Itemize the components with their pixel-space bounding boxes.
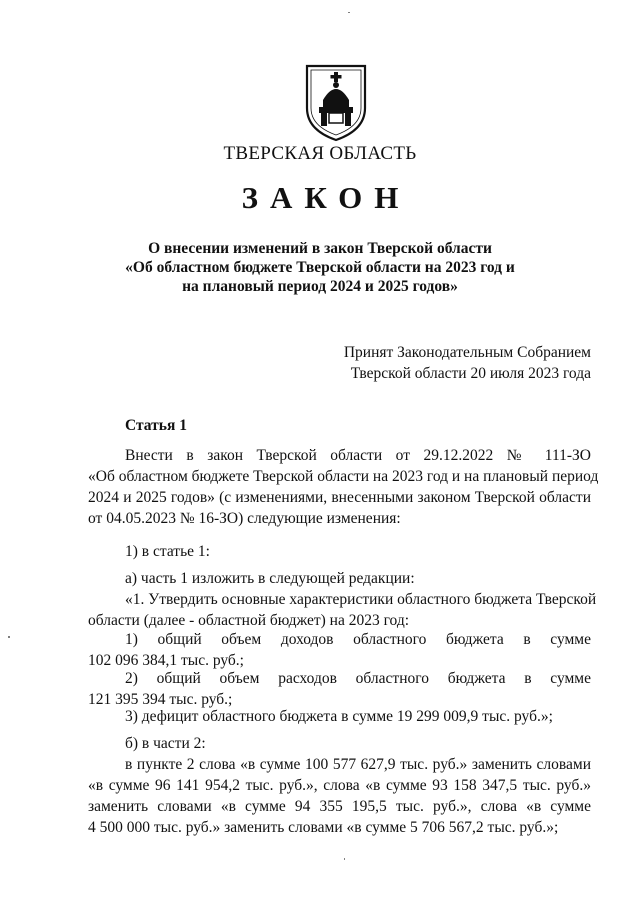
document-type: ЗАКОН [241,180,411,215]
region-name: ТВЕРСКАЯ ОБЛАСТЬ [223,143,417,164]
law-title [0,239,640,296]
scan-speck [344,858,345,860]
adoption-line: Принят Законодательным Собранием [343,344,591,361]
text-line: «в сумме 96 141 954,2 тыс. руб.», слова «в сумме 93 158 347,5 тыс. руб.» [88,777,591,794]
text-line: Внести в закон Тверской области от 29.12.2022 № 111-ЗО [125,447,591,464]
item-b-paragraph [88,754,591,838]
intro-paragraph [88,445,599,529]
quoted-part [88,589,597,631]
text-line: 102 096 384,1 тыс. руб.; [88,652,244,669]
text-line: заменить словами «в сумме 94 355 195,5 тыс. руб.», слова «в сумме [88,798,591,815]
item-b: б) в части 2: [125,735,206,752]
text-line: области (далее - областной бюджет) на 2023 год: [88,612,410,629]
text-line: в пункте 2 слова «в сумме 100 577 627,9 тыс. руб.» заменить словами [125,756,591,773]
text-line: 121 395 394 тыс. руб.; [88,691,233,708]
text-line: 2) общий объем расходов областного бюджета в сумме [125,670,591,687]
title-line: на плановый период 2024 и 2025 годов» [182,278,458,295]
text-line: 1) общий объем доходов областного бюджета в сумме [125,631,591,648]
title-line: О внесении изменений в закон Тверской области [148,240,492,257]
text-line: «1. Утвердить основные характеристики областного бюджета Тверской [125,591,597,608]
scan-speck [8,636,10,638]
adoption-note [344,342,591,384]
subitem-2 [88,668,591,710]
item-a: а) часть 1 изложить в следующей редакции: [125,570,415,587]
text-line: «Об областном бюджете Тверской области на 2023 год и на плановый период [88,468,599,485]
text-line: от 04.05.2023 № 16-ЗО) следующие изменения: [88,510,401,527]
adoption-line: Тверской области 20 июля 2023 года [350,365,591,382]
text-line: 2024 и 2025 годов» (с изменениями, внесенными законом Тверской области [88,489,591,506]
title-line: «Об областном бюджете Тверской области на 2023 год и [125,259,515,276]
item-1: 1) в статье 1: [125,543,210,560]
coat-of-arms-icon [301,58,371,142]
text-line: 4 500 000 тыс. руб.» заменить словами «в сумме 5 706 567,2 тыс. руб.»; [88,819,559,836]
scan-speck [348,12,350,13]
subitem-1 [88,629,591,671]
article-heading: Статья 1 [125,417,187,434]
subitem-3: 3) дефицит областного бюджета в сумме 19 299 009,9 тыс. руб.»; [125,708,553,725]
